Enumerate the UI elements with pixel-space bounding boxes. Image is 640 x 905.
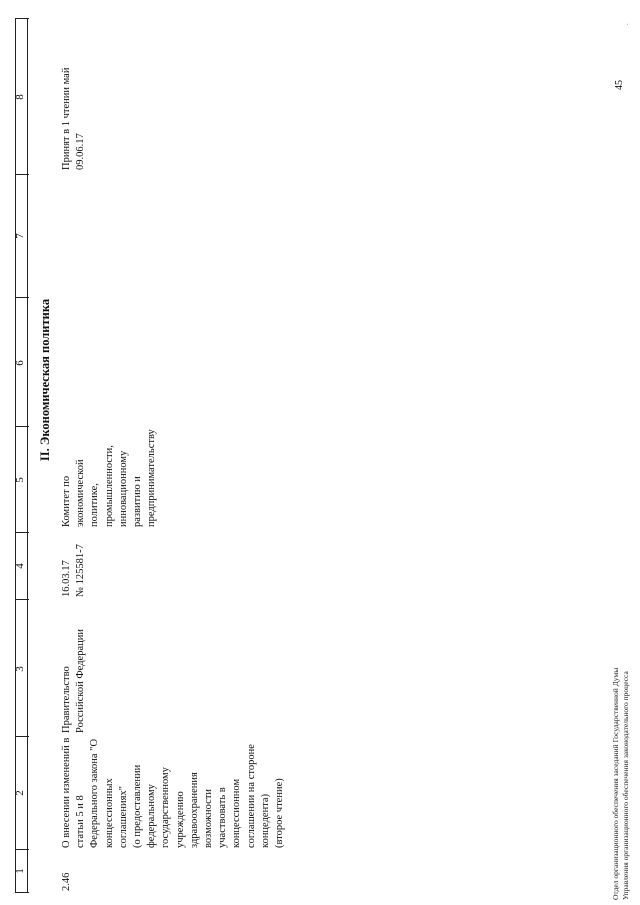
bill-title-line: О внесении изменений в [61, 737, 72, 848]
section-title: II. Экономическая политика [38, 298, 52, 462]
committee-line: политике, [89, 483, 101, 527]
col-header-4: 4 [14, 563, 26, 569]
status [60, 68, 88, 170]
row-number: 2.46 [61, 872, 72, 891]
initiator [60, 629, 88, 733]
col-header-2: 2 [14, 790, 26, 796]
bill-title-line: участвовать в [217, 787, 229, 848]
col-header-8: 8 [14, 94, 26, 100]
status-line: Принят в 1 чтении май [61, 67, 72, 170]
registration-number: № 125581-7 [75, 544, 87, 597]
bill-title-line: федеральному [146, 784, 158, 848]
bill-title-line: государственному [160, 767, 172, 848]
col-header-3: 3 [14, 666, 26, 672]
committee-line: экономической [75, 459, 87, 527]
footer-line-2: Управления организационного обеспечения законодательного процесса [621, 671, 630, 900]
registration [60, 544, 88, 597]
bill-title-line: статьи 5 и 8 [75, 795, 87, 848]
initiator-line: Российской Федерации [75, 629, 87, 733]
bill-title-line: учреждению [174, 791, 186, 848]
col-header-1: 1 [14, 868, 26, 874]
registration-date: 16.03.17 [61, 560, 72, 597]
committee-line: инновационному [117, 450, 129, 527]
bill-title-line: (второе чтение) [274, 778, 286, 848]
page-number: 45 [614, 80, 625, 90]
col-header-6: 6 [14, 360, 26, 366]
bill-title-line: Федерального закона "О [89, 738, 101, 848]
committee [60, 429, 159, 527]
bill-title-line: (о предоставлении [132, 764, 144, 848]
bill-title-line: концедента) [259, 793, 271, 848]
footer-line-1: Отдел организационного обеспечения заседаний Государственной Думы [611, 667, 620, 900]
bill-title-line: соглашениях" [117, 786, 129, 848]
initiator-line: Правительство [61, 666, 72, 733]
footer-text [611, 668, 631, 900]
col-header-5: 5 [14, 477, 26, 483]
bill-title-line: концессионном [231, 778, 243, 848]
committee-line: развитию и [132, 476, 144, 527]
committee-line: предпринимательству [146, 429, 158, 527]
bill-title-line: возможности [203, 788, 215, 848]
bill-title [60, 738, 287, 848]
col-header-7: 7 [14, 233, 26, 239]
bill-title-line: концессионных [103, 778, 115, 848]
bill-title-line: здравоохранения [188, 772, 200, 848]
committee-line: Комитет по [61, 475, 72, 527]
committee-line: промышленности, [103, 445, 115, 527]
edge-mark: . [622, 23, 630, 25]
bill-title-line: соглашении на стороне [245, 744, 257, 848]
status-date: 09.06.17 [75, 133, 87, 170]
